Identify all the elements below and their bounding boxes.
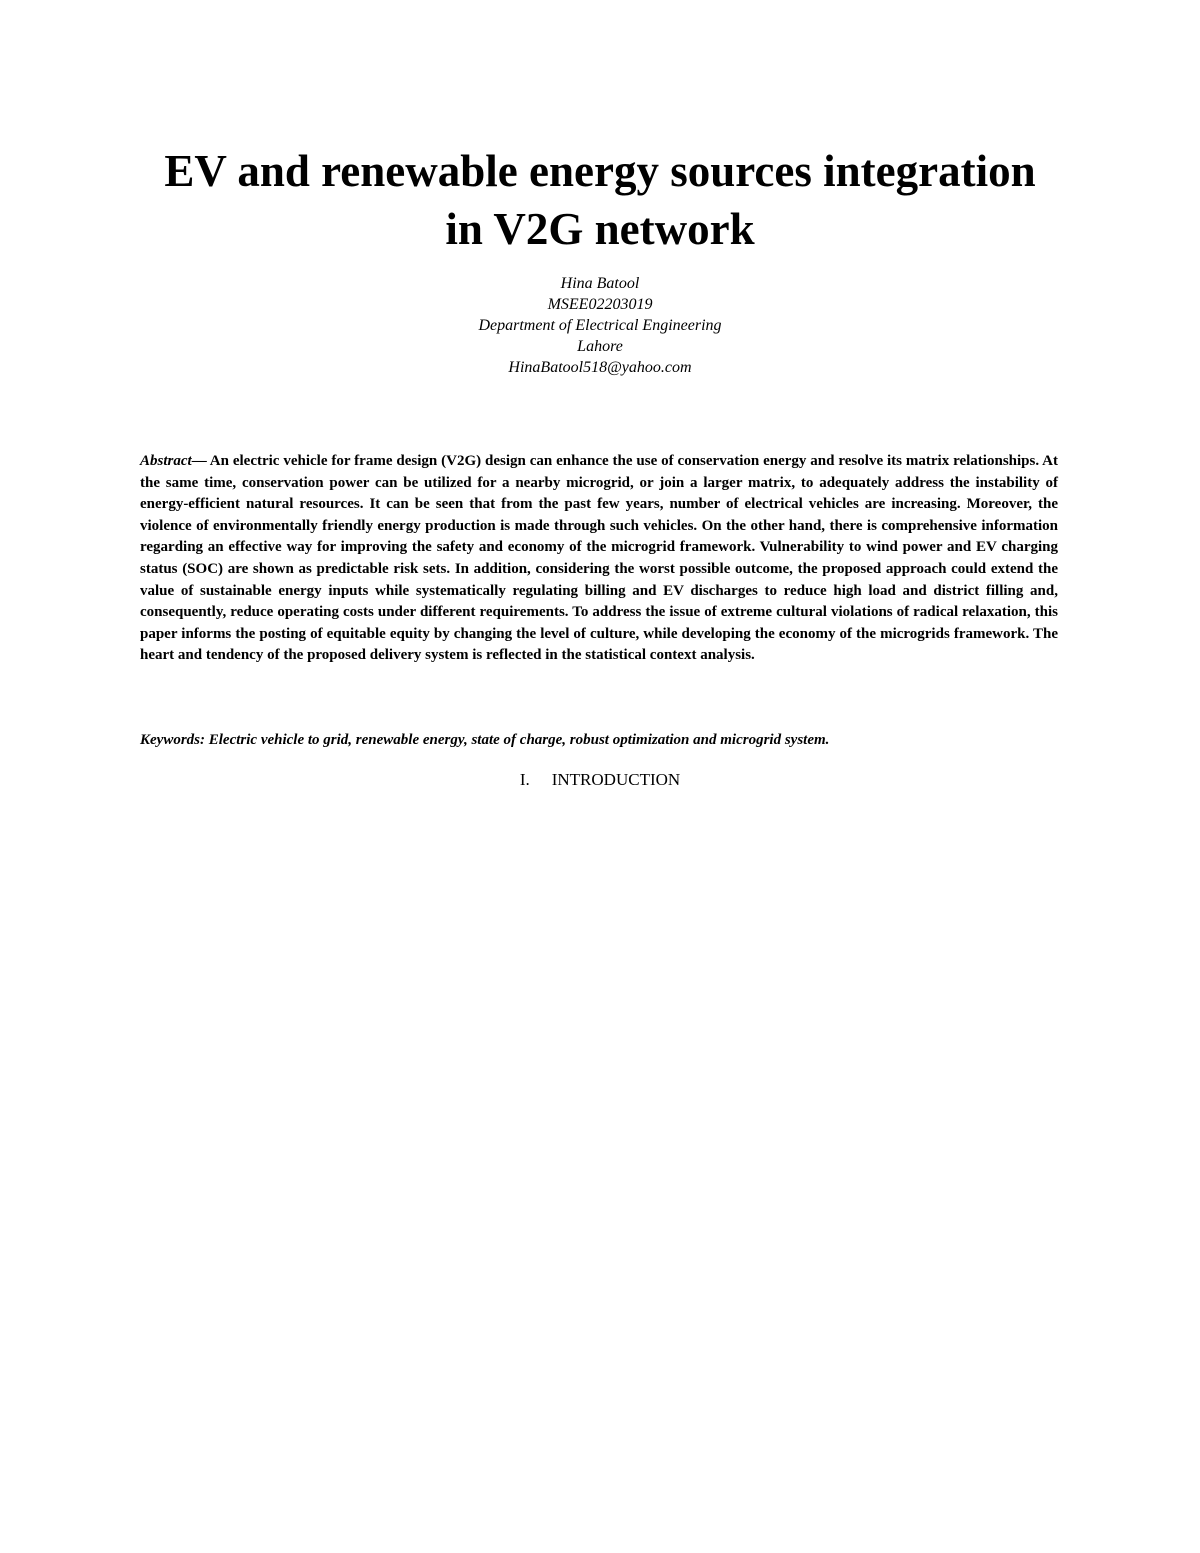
paper-title [100, 142, 1100, 258]
author-department: Department of Electrical Engineering [478, 317, 722, 334]
author-name: Hina Batool [560, 275, 640, 292]
section-title: INTRODUCTION [551, 770, 681, 789]
section-heading-introduction [300, 768, 900, 792]
paper-title-line-1: EV and renewable energy sources integration [164, 146, 1036, 196]
section-number: I. [519, 770, 530, 789]
author-id: MSEE02203019 [547, 296, 653, 313]
paper-title-line-2: in V2G network [445, 204, 755, 254]
abstract-label: Abstract [140, 453, 192, 469]
author-email: HinaBatool518@yahoo.com [508, 359, 692, 376]
abstract-dash: — [191, 453, 210, 469]
author-city: Lahore [577, 338, 623, 355]
author-block [300, 273, 900, 378]
abstract-paragraph [140, 451, 1058, 667]
keywords: Keywords: Electric vehicle to grid, renewable energy, state of charge, robust optimization and microgrid system. [140, 732, 830, 748]
abstract-text: An electric vehicle for frame design (V2G) design can enhance the use of conservation energy and resolve its matrix relationships. At the same time, conservation power can be utilized for a nearby microgrid, or join a larger matrix, to adequately address the instability of energy-efficient natural resources. It can be seen that from the past few years, number of electrical vehicles are increasing. Moreover, the violence of environmentally friendly energy production is made through such vehicles. On the other hand, there is comprehensive information regarding an effective way for improving the safety and economy of the microgrid framework. Vulnerability to wind power and EV charging status (SOC) are shown as predictable risk sets. In addition, considering the worst possible outcome, the proposed approach could extend the value of sustainable energy inputs while systematically regulating billing and EV discharges to reduce high load and district filling and, consequently, reduce operating costs under different requirements. To address the issue of extreme cultural violations of radical relaxation, this paper informs the posting of equitable equity by changing the level of culture, while developing the economy of the microgrids framework. The heart and tendency of the proposed delivery system is reflected in the statistical context analysis. [140, 453, 1058, 664]
